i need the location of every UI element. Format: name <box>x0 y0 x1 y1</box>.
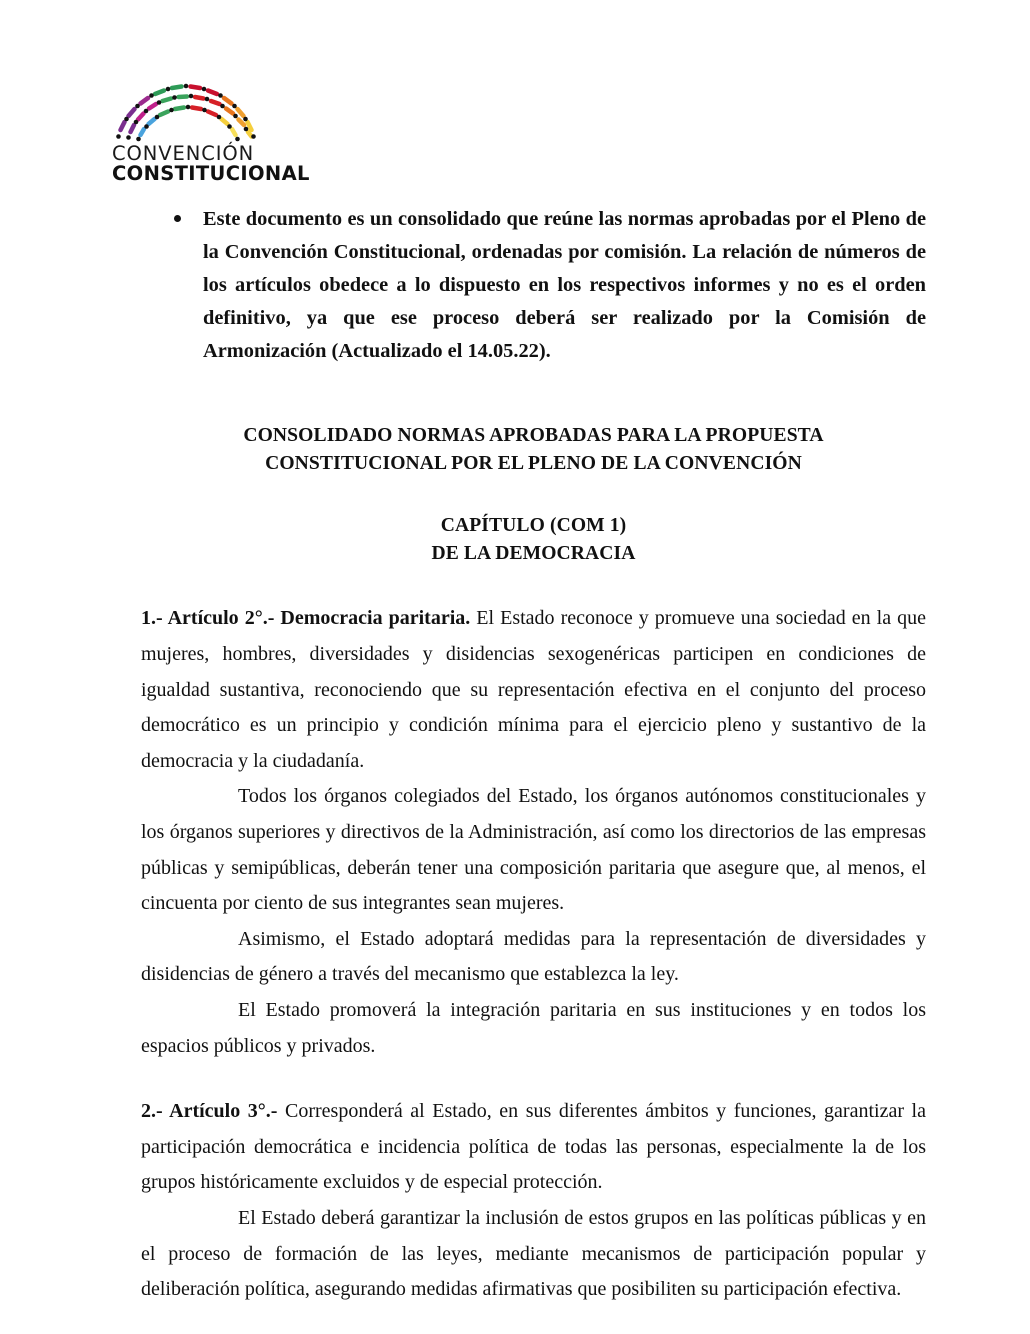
article-lead-label: 2.- Artículo 3°.- <box>141 1100 278 1123</box>
page-title-line1: CONSOLIDADO NORMAS APROBADAS PARA LA PROPUESTA <box>243 425 824 447</box>
notice-bullet-item <box>141 203 926 368</box>
logo-wordmark <box>112 142 310 185</box>
chapter-heading-line2: DE LA DEMOCRACIA <box>431 542 636 564</box>
chapter-heading-line1: CAPÍTULO (COM 1) <box>440 514 627 536</box>
article-paragraph: Asimismo, el Estado adoptará medidas para la representación de diversidades y disidencias de género a través del mecanismo que establezca la ley. <box>141 927 926 986</box>
article-paragraph: El Estado promoverá la integración paritaria en sus instituciones y en todos los espacios públicos y privados. <box>141 999 926 1057</box>
logo-wordmark-line1: CONVENCIÓN <box>112 142 255 165</box>
document-content <box>141 203 926 1308</box>
page-title-line2: CONSTITUCIONAL POR EL PLENO DE LA CONVENCIÓN <box>265 453 802 475</box>
bullet-point-icon <box>174 215 181 222</box>
article-lead-body: El Estado reconoce y promueve una sociedad en la que mujeres, hombres, diversidades y disidencias sexogenéricas participen en condiciones de igualdad sustantiva, reconociendo que su representación efectiva en el conjunto del proceso democrático es un principio y condición mínima para el ejercicio pleno y sustantivo de la democracia y la ciudadanía. <box>141 607 926 772</box>
convencion-constitucional-logo <box>112 80 310 185</box>
article-lead-label: 1.- Artículo 2°.- Democracia paritaria. <box>141 607 471 630</box>
article-first-paragraph <box>141 601 926 779</box>
logo-wordmark-line2: CONSTITUCIONAL <box>112 161 310 185</box>
article-item <box>141 1094 926 1308</box>
article-paragraph: Todos los órganos colegiados del Estado, los órganos autónomos constitucionales y los órganos superiores y directivos de la Administración, así como los directorios de las empresas públicas y semipúblicas, deberán tener una composición paritaria que asegure que, al menos, el cincuenta por ciento de sus integrantes sean mujeres. <box>141 785 926 915</box>
rainbow-arc-icon <box>112 80 257 142</box>
document-title-block <box>141 422 926 478</box>
chapter-heading-block <box>141 512 926 568</box>
article-first-paragraph <box>141 1094 926 1201</box>
article-item <box>141 601 926 1064</box>
notice-text: Este documento es un consolidado que reúne las normas aprobadas por el Pleno de la Convención Constitucional, ordenadas por comisión. La relación de números de los artículos obedece a lo dispuesto en los respectivos informes y no es el orden definitivo, ya que ese proceso deberá ser realizado por la Comisión de Armonización (Actualizado el 14.05.22). <box>203 208 926 363</box>
article-lead-body: Corresponderá al Estado, en sus diferentes ámbitos y funciones, garantizar la participación democrática e incidencia política de todas las personas, especialmente la de los grupos históricamente excluidos y de especial protección. <box>141 1100 926 1194</box>
article-paragraph: El Estado deberá garantizar la inclusión de estos grupos en las políticas públicas y en el proceso de formación de las leyes, mediante mecanismos de participación popular y deliberación política, asegurando medidas afirmativas que posibiliten su participación efectiva. <box>141 1206 926 1301</box>
articles-list <box>141 601 926 1307</box>
